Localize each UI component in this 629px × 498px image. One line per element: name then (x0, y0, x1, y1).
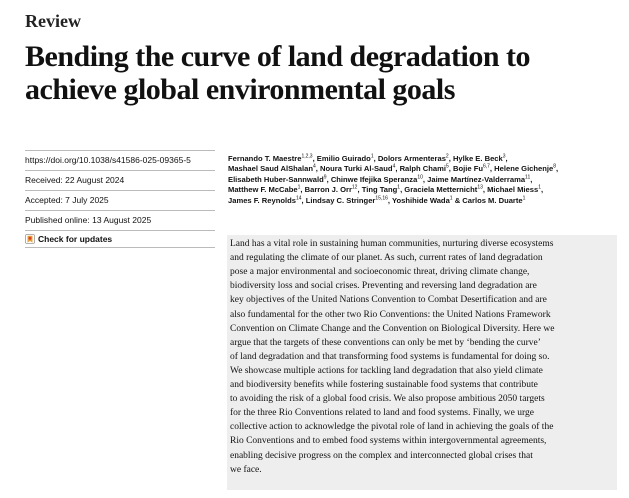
author-name[interactable]: Barron J. Orr (304, 185, 352, 195)
abstract-line: also fundamental for the other two Rio Conventions: the United Nations Framework (230, 309, 551, 320)
author-name[interactable]: Matthew F. McCabe (228, 185, 298, 195)
author-name[interactable]: Ting Tang (361, 185, 398, 195)
article-metadata (25, 150, 215, 248)
abstract-line: Convention on Climate Change and the Convention on Biological Diversity. Here we (230, 323, 555, 334)
abstract-line: key objectives of the United Nations Convention to Combat Desertification and are (230, 295, 547, 306)
abstract-line: argue that the targets of these conventions can only be met by ‘bending the curve’ (230, 337, 541, 348)
author-name[interactable]: Graciela Metternicht (404, 185, 478, 195)
author-line: Fernando T. Maestre$^{1,2,3}$, Emilio Guirado$^1$, Dolors Armenteras$^2$, Hylke E. Beck$^3$, (228, 153, 508, 163)
abstract-line: biodiversity loss and social crises. Preventing and reversing land degradation are (230, 281, 537, 292)
title-line: achieve global environmental goals (25, 73, 455, 106)
author-affiliation: 1,2,3 (301, 153, 313, 160)
published-date: Published online: 13 August 2025 (25, 210, 215, 230)
author-affiliation: 11 (525, 174, 531, 181)
abstract-line: and regulating the climate of our planet. As such, current rates of land degradation (230, 253, 543, 264)
author-name[interactable]: James F. Reynolds (228, 195, 296, 205)
author-affiliation: 4 (312, 163, 316, 170)
author-name[interactable]: Helene Gichenje (494, 164, 554, 174)
author-line: James F. Reynolds$^{14}$, Lindsay C. Stringer$^{15,16}$, Yoshihide Wada$^1$ & Carlos M. Duarte$^1$ (228, 195, 526, 205)
author-name[interactable]: Mashael Saud AlShalan (228, 164, 313, 174)
abstract-line: and biodiversity benefits while fostering sustainable food systems that contribute (230, 380, 538, 390)
check-for-updates-button[interactable] (25, 230, 215, 248)
author-affiliation: 1 (449, 195, 453, 202)
author-name[interactable]: Bojie Fu (453, 164, 483, 174)
author-name[interactable]: Jaime Martínez-Valderrama (427, 174, 526, 184)
abstract-line: pose a major environmental and socioeconomic threat, driving climate change, (230, 267, 530, 278)
author-name[interactable]: Hylke E. Beck (452, 154, 503, 163)
abstract (227, 235, 617, 490)
author-line: Matthew F. McCabe$^1$, Barron J. Orr$^{12}$, Ting Tang$^1$, Graciela Metternicht$^{13}$, Michael Miess$^1$, (228, 184, 544, 195)
author-affiliation: 5 (446, 163, 449, 170)
author-name[interactable]: & Carlos M. Duarte (454, 195, 523, 205)
author-name[interactable]: Elisabeth Huber-Sannwald (228, 174, 324, 184)
abstract-line: collective action to acknowledge the pivotal role of land in achieving the goals of the (230, 422, 554, 433)
section-label: Review (25, 11, 81, 31)
author-affiliation: 9 (323, 174, 327, 181)
author-affiliation: 3 (502, 153, 506, 160)
abstract-line: to avoiding the risk of a global food crisis. We also propose ambitious 2050 targets (230, 394, 545, 405)
author-affiliation: 2 (445, 153, 449, 160)
abstract-line: We showcase multiple actions for tackling land degradation that also yield climate (230, 365, 543, 376)
author-name[interactable]: Fernando T. Maestre (228, 154, 302, 163)
author-line: Elisabeth Huber-Sannwald$^9$, Chinwe Ifejika Speranza$^{10}$, Jaime Martínez-Valderrama$^{11}$, (228, 174, 533, 184)
abstract-line: for the three Rio Conventions related to land and food systems. Finally, we urge (230, 408, 534, 419)
author-affiliation: 14 (295, 195, 302, 202)
author-affiliation: 1 (538, 184, 541, 191)
author-name[interactable]: Emilio Guirado (316, 154, 371, 163)
author-affiliation: 13 (477, 184, 483, 191)
author-affiliation: 15,16 (375, 195, 388, 202)
abstract-line: of land degradation and that transforming food systems is fundamental for doing so. (230, 351, 550, 362)
abstract-line: Rio Conventions and to embed food systems within intergovernmental agreements, (230, 436, 547, 447)
author-affiliation: 10 (417, 174, 423, 181)
accepted-date: Accepted: 7 July 2025 (25, 190, 215, 210)
abstract-line: Land has a vital role in sustaining human communities, nurturing diverse ecosystems (230, 239, 554, 249)
author-affiliation: 1 (370, 153, 374, 160)
author-list (228, 154, 608, 206)
author-affiliation: 1 (397, 184, 401, 191)
author-affiliation: 1 (522, 195, 526, 202)
author-name[interactable]: Lindsay C. Stringer (305, 195, 376, 205)
author-affiliation: 6,7 (482, 163, 490, 170)
author-affiliation: 4 (392, 163, 396, 170)
abstract-line: we face. (230, 464, 262, 475)
author-name[interactable]: Ralph Chami (399, 164, 446, 174)
author-affiliation: 8 (553, 163, 557, 170)
author-line: Mashael Saud AlShalan$^4$, Noura Turki Al-Saud$^4$, Ralph Chami$^5$, Bojie Fu$^{6,7}$, Helene Gichenje$^8$, (228, 163, 559, 174)
abstract-line: enabling decisive progress on the complex and interconnected global crises that (230, 450, 533, 461)
author-name[interactable]: Chinwe Ifejika Speranza (330, 174, 418, 184)
author-name[interactable]: Noura Turki Al-Saud (319, 164, 393, 174)
author-name[interactable]: Yoshihide Wada (391, 195, 450, 205)
author-name[interactable]: Dolors Armenteras (377, 154, 446, 163)
author-affiliation: 12 (351, 184, 358, 191)
article-title (25, 40, 615, 106)
author-name[interactable]: Michael Miess (487, 185, 539, 195)
check-for-updates-label: Check for updates (38, 234, 113, 244)
title-line: Bending the curve of land degradation to (25, 40, 531, 73)
received-date: Received: 22 August 2024 (25, 170, 215, 190)
author-affiliation: 1 (297, 184, 301, 191)
doi-link[interactable]: https://doi.org/10.1038/s41586-025-09365-5 (25, 150, 215, 170)
check-for-updates-icon (25, 234, 35, 244)
